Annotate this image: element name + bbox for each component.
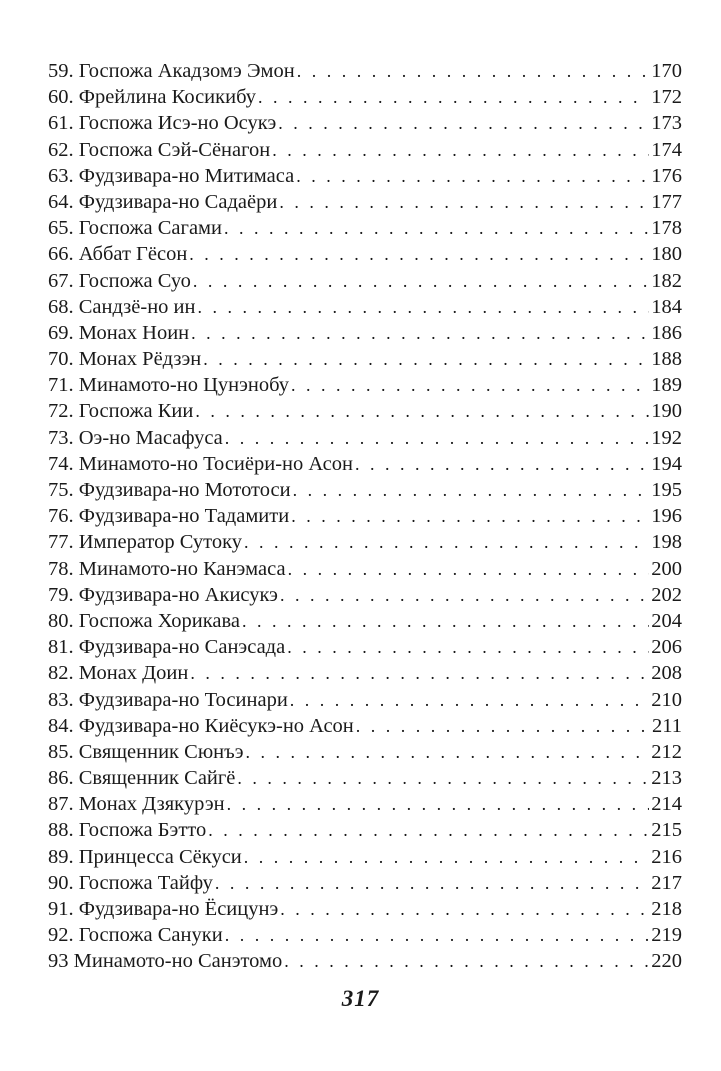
toc-entry-page: 208	[651, 662, 682, 685]
dot-leader	[244, 844, 649, 870]
dot-leader	[278, 110, 649, 136]
toc-entry-title: 87. Монах Дзякурэн	[48, 793, 225, 816]
toc-entry	[48, 896, 682, 922]
dot-leader	[224, 215, 649, 241]
toc-entry-page: 198	[651, 531, 682, 554]
toc-entry-title: 90. Госпожа Тайфу	[48, 871, 213, 894]
toc-entry	[48, 398, 682, 424]
toc-entry	[48, 739, 682, 765]
dot-leader	[190, 660, 649, 686]
toc-entry-page: 180	[651, 243, 682, 266]
toc-entry	[48, 713, 682, 739]
toc-entry-page: 202	[651, 583, 682, 606]
toc-entry-title: 75. Фудзивара-но Мототоси	[48, 479, 291, 501]
toc-entry-page: 176	[651, 164, 682, 187]
toc-entry-page: 170	[651, 60, 682, 82]
toc-entry-title: 91. Фудзивара-но Ёсицунэ	[48, 898, 279, 920]
toc-entry	[48, 582, 682, 608]
toc-entry-page: 194	[651, 452, 682, 475]
dot-leader	[242, 608, 649, 634]
page-number: 317	[341, 986, 380, 1011]
toc-entry-title: 85. Священник Сюнъэ	[48, 740, 244, 763]
toc-entry	[48, 215, 682, 241]
toc-entry-page: 200	[651, 557, 682, 580]
toc-entry-title: 72. Госпожа Кии	[48, 400, 194, 423]
toc-entry-page: 186	[651, 321, 682, 344]
dot-leader	[279, 189, 649, 215]
toc-entry-title: 78. Минамото-но Канэмаса	[48, 557, 286, 580]
toc-entry	[48, 84, 682, 110]
dot-leader	[297, 58, 650, 84]
toc-entry	[48, 58, 682, 84]
toc-entry-title: 77. Император Сутоку	[48, 531, 242, 554]
dot-leader	[227, 791, 650, 817]
toc-entry	[48, 556, 682, 582]
toc-entry	[48, 110, 682, 136]
toc-entry-page: 211	[652, 714, 682, 737]
toc-entry-page: 196	[651, 505, 682, 528]
toc-entry-title: 67. Госпожа Суо	[48, 269, 191, 292]
toc-entry-title: 62. Госпожа Сэй-Сёнагон	[48, 138, 271, 161]
dot-leader	[193, 268, 649, 294]
toc-entry	[48, 137, 682, 163]
toc-entry-page: 174	[651, 138, 682, 161]
toc-entry	[48, 660, 682, 686]
toc-entry-title: 66. Аббат Гёсон	[48, 243, 188, 266]
toc-entry-page: 215	[651, 819, 682, 842]
toc-entry-page: 212	[651, 740, 682, 763]
toc-entry-page: 178	[651, 217, 682, 240]
toc-entry-page: 188	[651, 348, 682, 371]
toc-entry-page: 172	[651, 86, 682, 109]
dot-leader	[244, 529, 649, 555]
toc-entry	[48, 687, 682, 713]
toc-entry-page: 189	[651, 374, 682, 397]
dot-leader	[280, 582, 649, 608]
toc-entry-title: 68. Сандзё-но ин	[48, 295, 196, 318]
toc-entry	[48, 817, 682, 843]
toc-entry-title: 84. Фудзивара-но Киёсукэ-но Асон	[48, 714, 354, 737]
toc-entry-page: 210	[651, 688, 682, 711]
dot-leader	[215, 870, 649, 896]
toc-entry-page: 213	[651, 767, 682, 790]
toc-entry-page: 206	[651, 636, 682, 659]
toc-entry-page: 192	[651, 426, 682, 449]
dot-leader	[189, 241, 649, 267]
toc-entry	[48, 844, 682, 870]
toc-entry-title: 63. Фудзивара-но Митимаса	[48, 164, 295, 187]
toc-entry-page: 204	[651, 609, 682, 632]
dot-leader	[293, 477, 650, 503]
toc-entry	[48, 241, 682, 267]
toc-entry-title: 70. Монах Рёдзэн	[48, 348, 202, 371]
toc-entry	[48, 372, 682, 398]
table-of-contents	[48, 58, 682, 975]
dot-leader	[272, 137, 649, 163]
toc-entry-title: 76. Фудзивара-но Тадамити	[48, 505, 290, 528]
toc-entry-page: 190	[651, 400, 682, 423]
dot-leader	[290, 687, 649, 713]
toc-entry-title: 74. Минамото-но Тосиёри-но Асон	[48, 452, 353, 475]
toc-entry-title: 59. Госпожа Акадзомэ Эмон	[48, 60, 295, 82]
toc-entry	[48, 346, 682, 372]
toc-entry-title: 61. Госпожа Исэ-но Осукэ	[48, 112, 277, 135]
toc-entry	[48, 268, 682, 294]
toc-entry	[48, 320, 682, 346]
dot-leader	[191, 320, 649, 346]
toc-entry	[48, 451, 682, 477]
dot-leader	[195, 398, 649, 424]
toc-entry-page: 195	[651, 479, 682, 501]
toc-entry-title: 82. Монах Доин	[48, 662, 189, 685]
toc-entry	[48, 791, 682, 817]
toc-entry-title: 92. Госпожа Сануки	[48, 924, 223, 947]
toc-entry-page: 177	[651, 190, 682, 213]
toc-entry-title: 93 Минамото-но Санэтомо	[48, 950, 283, 973]
toc-entry-title: 79. Фудзивара-но Акисукэ	[48, 583, 278, 606]
dot-leader	[225, 425, 649, 451]
toc-entry-page: 218	[651, 898, 682, 920]
toc-entry	[48, 529, 682, 555]
toc-entry-page: 219	[651, 924, 682, 947]
toc-entry-title: 83. Фудзивара-но Тосинари	[48, 688, 288, 711]
toc-entry-title: 89. Принцесса Сёкуси	[48, 845, 242, 868]
toc-entry-page: 184	[651, 295, 682, 318]
toc-entry-title: 60. Фрейлина Косикибу	[48, 86, 256, 109]
dot-leader	[356, 713, 650, 739]
dot-leader	[258, 84, 649, 110]
dot-leader	[284, 948, 649, 974]
dot-leader	[280, 896, 649, 922]
toc-entry-page: 182	[651, 269, 682, 292]
toc-entry	[48, 922, 682, 948]
dot-leader	[287, 634, 649, 660]
toc-entry	[48, 948, 682, 974]
toc-entry	[48, 634, 682, 660]
dot-leader	[291, 372, 649, 398]
toc-entry-page: 214	[651, 793, 682, 816]
dot-leader	[203, 346, 649, 372]
toc-entry-title: 80. Госпожа Хорикава	[48, 609, 240, 632]
toc-entry-page: 173	[651, 112, 682, 135]
dot-leader	[197, 294, 649, 320]
dot-leader	[237, 765, 649, 791]
toc-entry-title: 81. Фудзивара-но Санэсада	[48, 636, 286, 659]
dot-leader	[208, 817, 649, 843]
toc-entry-title: 65. Госпожа Сагами	[48, 217, 222, 240]
toc-entry-title: 69. Монах Ноин	[48, 321, 190, 344]
toc-entry	[48, 870, 682, 896]
toc-entry	[48, 608, 682, 634]
toc-entry-title: 88. Госпожа Бэтто	[48, 819, 207, 842]
toc-entry-title: 73. Оэ-но Масафуса	[48, 426, 223, 449]
dot-leader	[246, 739, 650, 765]
toc-entry	[48, 163, 682, 189]
toc-entry-page: 216	[651, 845, 682, 868]
dot-leader	[355, 451, 649, 477]
toc-entry	[48, 294, 682, 320]
toc-entry-page: 217	[651, 871, 682, 894]
toc-entry-title: 71. Минамото-но Цунэнобу	[48, 374, 290, 397]
toc-entry	[48, 765, 682, 791]
toc-entry-page: 220	[651, 950, 682, 973]
toc-entry	[48, 477, 682, 503]
toc-entry	[48, 503, 682, 529]
dot-leader	[225, 922, 650, 948]
dot-leader	[291, 503, 649, 529]
dot-leader	[288, 556, 650, 582]
toc-entry	[48, 425, 682, 451]
toc-entry	[48, 189, 682, 215]
toc-entry-title: 86. Священник Сайгё	[48, 767, 236, 790]
toc-entry-title: 64. Фудзивара-но Садаёри	[48, 190, 278, 213]
dot-leader	[296, 163, 649, 189]
